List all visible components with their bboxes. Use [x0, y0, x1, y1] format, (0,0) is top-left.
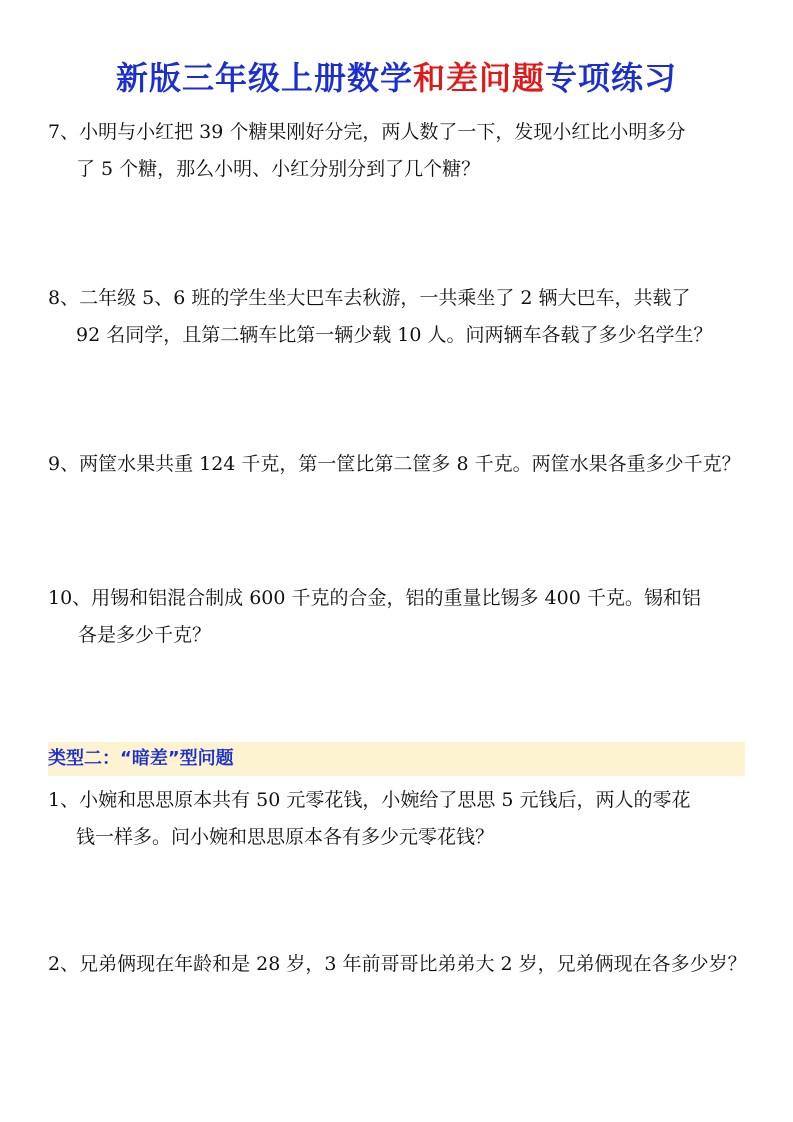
question-line: 8、二年级 5、6 班的学生坐大巴车去秋游，一共乘坐了 2 辆大巴车，共载了 [48, 287, 691, 309]
title-part-3: 专项练习 [545, 59, 678, 97]
question-line: 1、小婉和思思原本共有 50 元零花钱，小婉给了思思 5 元钱后，两人的零花 [48, 789, 691, 811]
question-b-1 [48, 782, 748, 856]
title-part-1: 新版三年级上册数学 [115, 59, 413, 97]
question-line: 2、兄弟俩现在年龄和是 28 岁，3 年前哥哥比弟弟大 2 岁，兄弟俩现在各多少岁？ [48, 953, 747, 975]
question-line: 92 名同学，且第二辆车比第一辆少载 10 人。问两辆车各载了多少名学生？ [76, 324, 713, 346]
question-9 [48, 446, 748, 483]
question-line: 各是多少千克？ [78, 624, 212, 646]
section-heading-type-2: 类型二：“暗差”型问题 [48, 742, 745, 776]
question-10 [48, 580, 748, 654]
page-title [0, 56, 793, 100]
title-part-2: 和差问题 [412, 59, 545, 97]
question-7 [48, 114, 748, 188]
question-b-2 [48, 946, 748, 983]
question-line: 9、两筐水果共重 124 千克，第一筐比第二筐多 8 千克。两筐水果各重多少千克？ [48, 453, 741, 475]
question-line: 钱一样多。问小婉和思思原本各有多少元零花钱？ [76, 826, 495, 848]
question-line: 7、小明与小红把 39 个糖果刚好分完，两人数了一下，发现小红比小明多分 [48, 121, 686, 143]
question-line: 了 5 个糖，那么小明、小红分别分到了几个糖？ [76, 158, 481, 180]
question-line: 10、用锡和铝混合制成 600 千克的合金，铝的重量比锡多 400 千克。锡和铝 [48, 587, 701, 609]
question-8 [48, 280, 748, 354]
